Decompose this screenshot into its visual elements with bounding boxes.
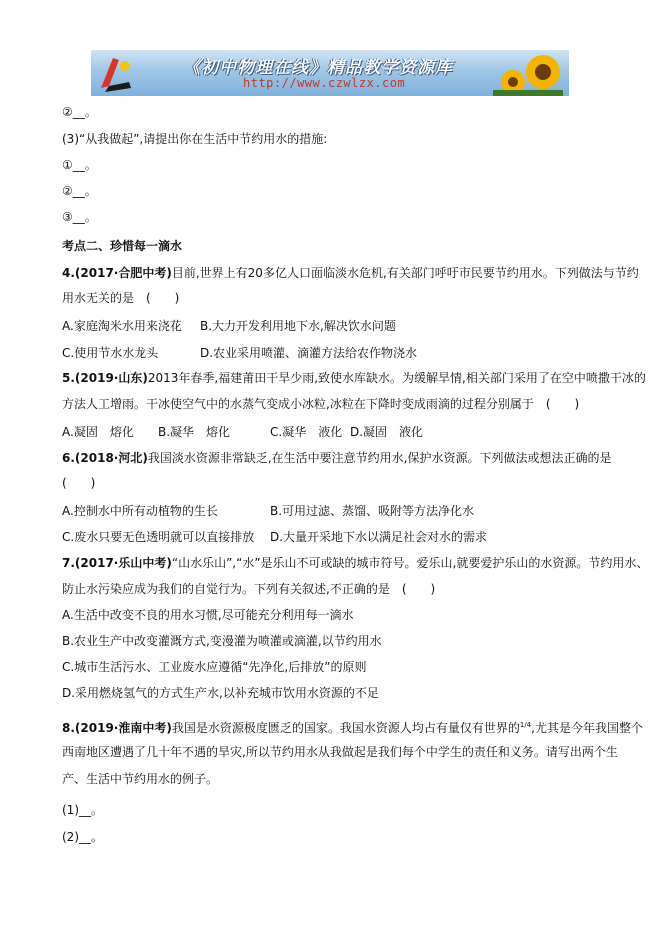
- q8-fraction: 1/4: [519, 721, 532, 729]
- q6-number: 6.: [62, 451, 75, 465]
- q4-option-b: B.大力开发利用地下水,解决饮水问题: [200, 319, 396, 333]
- q6-text: 我国淡水资源非常缺乏,在生活中要注意节约用水,保护水资源。下列做法或想法正确的是: [147, 451, 612, 465]
- banner-title: 《初中物理在线》精品教学资源库: [183, 58, 453, 78]
- banner-url[interactable]: http://www.czwlzx.com: [243, 76, 406, 90]
- q7-option-a: A.生活中改变不良的用水习惯,尽可能充分利用每一滴水: [62, 608, 354, 622]
- q7-source: (2017·乐山中考): [74, 556, 172, 570]
- answer-3: ③__。: [62, 210, 97, 224]
- q5-line2: 方法人工增雨。干冰使空气中的水蒸气变成小冰粒,冰粒在下降时变成雨滴的过程分别属于 ( ): [62, 397, 580, 411]
- answer-prev-2: ②__。: [62, 105, 97, 119]
- q7-line2: 防止水污染应成为我们的自觉行为。下列有关叙述,不正确的是 ( ): [62, 582, 436, 596]
- q7-number: 7.: [62, 556, 75, 570]
- q5-option-d: D.凝固 液化: [350, 425, 424, 439]
- sunflower-icon: [493, 52, 563, 96]
- q7-line1: [62, 555, 648, 571]
- header-banner: [91, 50, 569, 96]
- q6-option-b: B.可用过滤、蒸馏、吸附等方法净化水: [270, 504, 475, 518]
- q4-option-c: C.使用节水水龙头: [62, 346, 159, 360]
- q7-option-d: D.采用燃烧氢气的方式生产水,以补充城市饮用水资源的不足: [62, 686, 379, 700]
- answer-2: ②__。: [62, 184, 97, 198]
- q5-option-b: B.凝华 熔化: [158, 425, 231, 439]
- q8-text-b: ,尤其是今年我国整个: [531, 721, 643, 735]
- q5-option-c: C.凝华 液化: [270, 425, 343, 439]
- q6-source: (2018·河北): [74, 451, 148, 465]
- q6-option-c: C.废水只要无色透明就可以直接排放: [62, 530, 255, 544]
- q8-answer-2: (2)__。: [62, 830, 103, 844]
- q4-source: (2017·合肥中考): [74, 266, 172, 280]
- q6-option-a: A.控制水中所有动植物的生长: [62, 504, 218, 518]
- q4-line2: 用水无关的是 ( ): [62, 291, 180, 305]
- q5-number: 5.: [62, 371, 75, 385]
- q7-option-c: C.城市生活污水、工业废水应遵循“先净化,后排放”的原则: [62, 660, 367, 674]
- q4-option-a: A.家庭淘米水用来浇花: [62, 319, 182, 333]
- q5-line1: [62, 370, 646, 386]
- q5-source: (2019·山东): [74, 371, 148, 385]
- q4-number: 4.: [62, 266, 75, 280]
- section-heading: 考点二、珍惜每一滴水: [62, 239, 183, 253]
- q8-number: 8.: [62, 721, 75, 735]
- logo-icon: [95, 52, 139, 94]
- q8-line1: [62, 717, 643, 736]
- q5-text: 2013年春季,福建莆田干旱少雨,致使水库缺水。为缓解旱情,相关部门采用了在空中喷撒干冰的: [147, 371, 646, 385]
- answer-1: ①__。: [62, 158, 97, 172]
- question-3-prompt: (3)“从我做起”,请提出你在生活中节约用水的措施:: [62, 132, 328, 146]
- q8-source: (2019·淮南中考): [74, 721, 172, 735]
- q6-line1: [62, 450, 612, 466]
- q8-line3: 产、生活中节约用水的例子。: [62, 772, 219, 786]
- q4-text: 目前,世界上有20多亿人口面临淡水危机,有关部门呼吁市民要节约用水。下列做法与节约: [171, 266, 639, 280]
- q7-text: “山水乐山”,“水”是乐山不可或缺的城市符号。爱乐山,就要爱护乐山的水资源。节约用水、: [171, 556, 649, 570]
- q4-line1: [62, 265, 639, 281]
- q7-option-b: B.农业生产中改变灌溉方式,变漫灌为喷灌或滴灌,以节约用水: [62, 634, 382, 648]
- q4-option-d: D.农业采用喷灌、滴灌方法给农作物浇水: [200, 346, 418, 360]
- q6-line2: ( ): [62, 476, 96, 490]
- q8-text: 我国是水资源极度匮乏的国家。我国水资源人均占有量仅有世界的: [171, 721, 520, 735]
- q8-line2: 西南地区遭遇了几十年不遇的旱灾,所以节约用水从我做起是我们每个中学生的责任和义务。请写出两个生: [62, 745, 618, 759]
- q6-option-d: D.大量开采地下水以满足社会对水的需求: [270, 530, 488, 544]
- q5-option-a: A.凝固 熔化: [62, 425, 134, 439]
- q8-answer-1: (1)__。: [62, 803, 103, 817]
